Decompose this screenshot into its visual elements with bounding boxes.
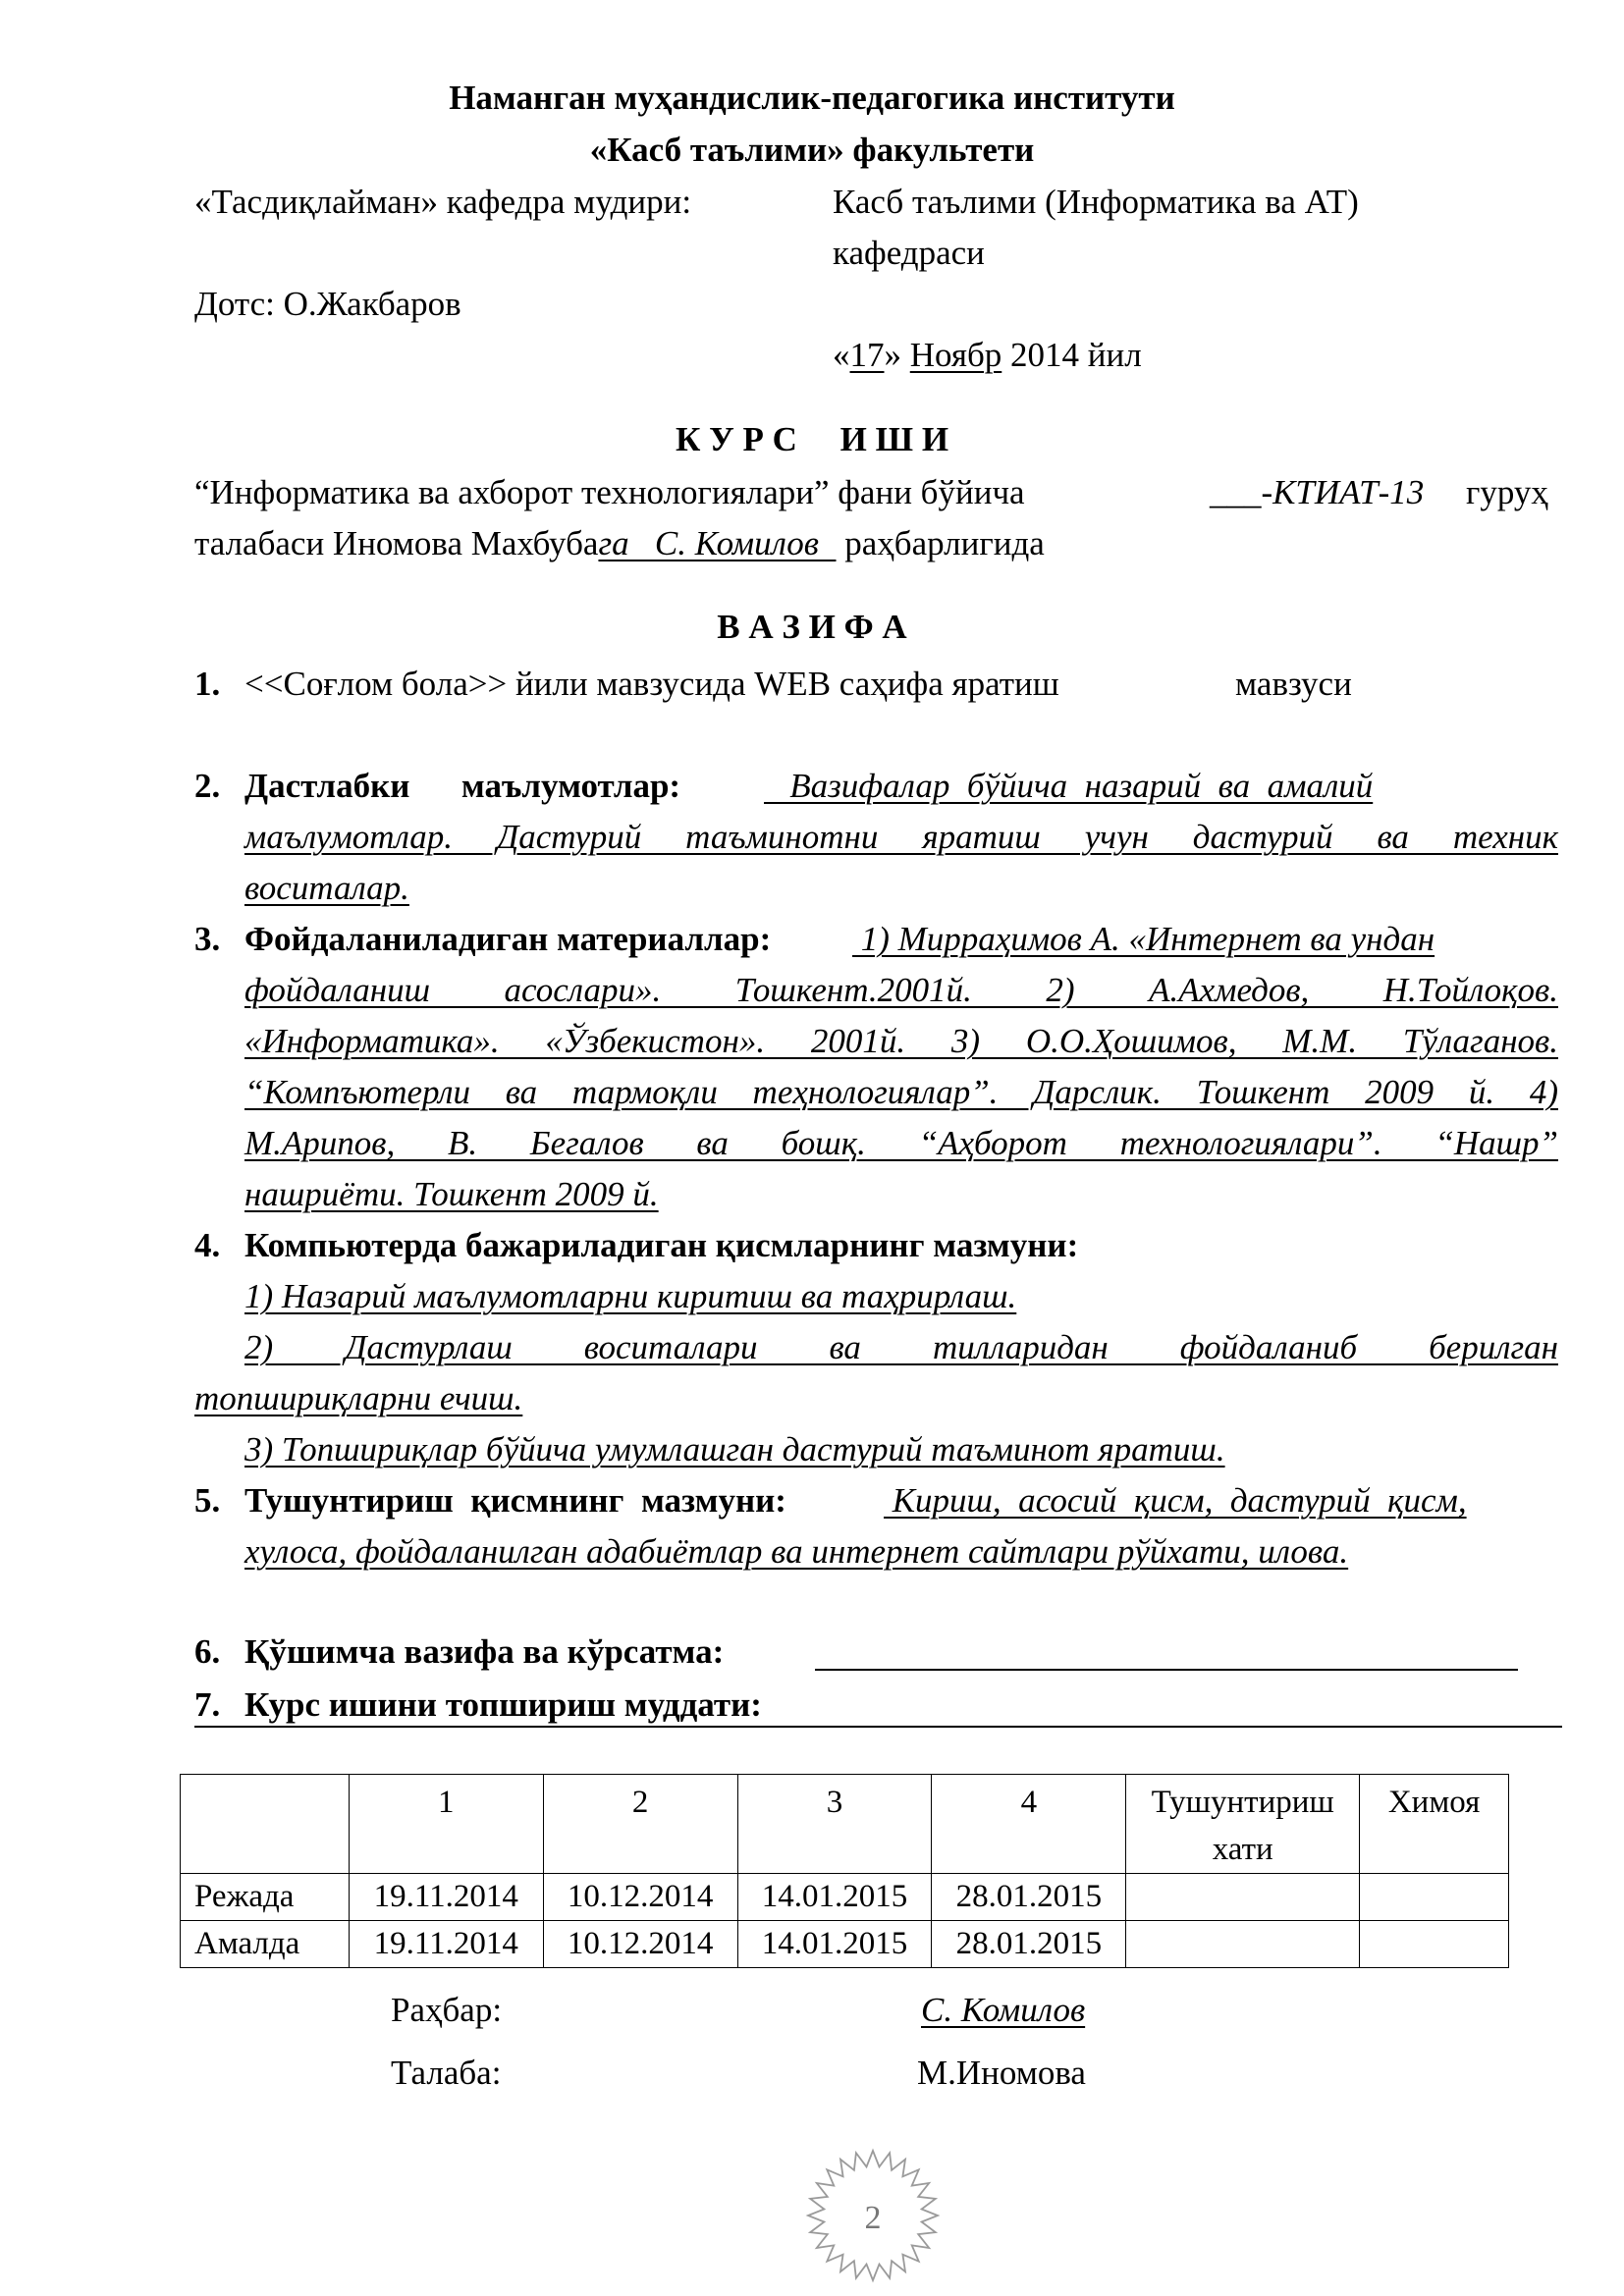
item4-line2: 2) Дастурлаш воситалари ва тилларидан фойдаланиб берилган: [244, 1328, 1558, 1366]
item1-number: 1.: [194, 665, 221, 703]
table-header-row: [181, 1775, 1509, 1874]
item4-label: Компьютерда бажариладиган қисмларнинг мазмуни:: [244, 1226, 1079, 1264]
item3-number: 3.: [194, 920, 221, 958]
table-cell: 19.11.2014: [349, 1921, 543, 1968]
item1-text: <<Соғлом бола>> йили мавзусида WEB саҳифа яратиш: [244, 665, 1059, 703]
table-cell: Амалда: [181, 1921, 350, 1968]
item2-line3: воситалар.: [244, 869, 409, 907]
table-header-cell: [181, 1775, 350, 1874]
item3-line1: 1) Мирраҳимов А. «Интернет ва ундан: [852, 920, 1435, 958]
table-cell: 10.12.2014: [543, 1874, 737, 1921]
page-number: 2: [864, 2200, 882, 2236]
group-code: -КТИАТ-13: [1261, 473, 1425, 511]
department-line2: кафедраси: [833, 234, 985, 272]
item5-line2: хулоса, фойдаланилган адабиётлар ва интернет сайтлари рўйхати, илова.: [244, 1532, 1349, 1571]
table-cell: 28.01.2015: [932, 1921, 1126, 1968]
supervisor-name: С. Комилов: [921, 1991, 1086, 2029]
student-label: Талаба:: [391, 2054, 502, 2092]
date-year: 2014 йил: [1001, 336, 1142, 374]
table-cell: [1360, 1921, 1509, 1968]
table-header-cell: 4: [932, 1775, 1126, 1874]
table-cell: 10.12.2014: [543, 1921, 737, 1968]
item3-line3: «Информатика». «Ўзбекистон». 2001й. 3) О.О.Ҳошимов, М.М. Тўлаганов.: [244, 1022, 1558, 1060]
student-name: М.Иномова: [917, 2054, 1086, 2092]
item3-line5: М.Арипов, В. Бегалов ва бошқ. “Аҳборот технологиялари”. “Нашр”: [244, 1124, 1558, 1162]
table-header-cell: 2: [543, 1775, 737, 1874]
faculty-title: «Касб таълими» факультети: [589, 131, 1035, 169]
item3-line6: нашриёти. Тошкент 2009 й.: [244, 1175, 659, 1213]
table-cell: Режада: [181, 1874, 350, 1921]
table-cell: 28.01.2015: [932, 1874, 1126, 1921]
institute-title: Наманган муҳандислик-педагогика институти: [449, 79, 1175, 117]
approve-label: «Тасдиқлайман» кафедра мудири:: [194, 183, 692, 221]
supervisor-label: Раҳбар:: [391, 1991, 503, 2029]
table-header-cell: Тушунтириш хати: [1126, 1775, 1360, 1874]
department-line1: Касб таълими (Информатика ва АТ): [833, 183, 1359, 221]
item3-line4: “Компъютерли ва тармоқли теҳнологиялар”. Дарслик. Тошкент 2009 й. 4): [244, 1073, 1558, 1111]
item4-line1: 1) Назарий маълумотларни киритиш ва таҳрирлаш.: [244, 1277, 1017, 1315]
page-number-badge: [803, 2146, 943, 2285]
item3-line2: фойдаланиш асослари». Тошкент.2001й. 2) А.Ахмедов, Н.Тойлоқов.: [244, 971, 1558, 1009]
date-month: Ноябр: [909, 336, 1002, 374]
item5-line1: Кириш, асосий қисм, дастурий қисм,: [884, 1481, 1467, 1520]
table-cell: 14.01.2015: [737, 1921, 932, 1968]
intro-line2-end: раҳбарлигида: [836, 524, 1045, 562]
intro-group-word: гуруҳ: [1466, 473, 1548, 511]
item1-tail: мавзуси: [1235, 665, 1352, 703]
table-cell: [1360, 1874, 1509, 1921]
head-name: Дотс: О.Жакбаров: [194, 285, 461, 323]
table-cell: 19.11.2014: [349, 1874, 543, 1921]
table-header-cell: Химоя: [1360, 1775, 1509, 1874]
table-row: [181, 1921, 1509, 1968]
item7-number: 7.: [194, 1685, 221, 1724]
table-cell: [1126, 1874, 1360, 1921]
table-row: [181, 1874, 1509, 1921]
item6-number: 6.: [194, 1632, 221, 1671]
item2-label: Дастлабки маълумотлар:: [244, 767, 681, 805]
group-blank: ___: [1210, 473, 1262, 511]
item4-line4: 3) Топшириқлар бўйича умумлашган дастурий таъминот яратиш.: [244, 1430, 1225, 1468]
intro-group: [1210, 473, 1424, 512]
item2-line2: маълумотлар. Дастурий таъминотни яратиш учун дастурий ва техник: [244, 818, 1558, 856]
item7-fill-line: [194, 1726, 1562, 1728]
item4-line3: топшириқларни ечиш.: [194, 1379, 523, 1417]
task-title: В А З И Ф А: [717, 608, 907, 646]
table-header-cell: 3: [737, 1775, 932, 1874]
item6-label: Қўшимча вазифа ва кўрсатма:: [244, 1632, 725, 1671]
date-open: «: [833, 336, 850, 374]
table-header-cell: 1: [349, 1775, 543, 1874]
approval-date: [833, 336, 1142, 375]
date-day: 17: [849, 336, 885, 374]
table-cell: [1126, 1921, 1360, 1968]
item3-label: Фойдаланиладиган материаллар:: [244, 920, 772, 958]
item2-line1: Вазифалар бўйича назарий ва амалий: [764, 767, 1374, 805]
item7-label: Курс ишини топшириш муддати:: [244, 1685, 762, 1724]
date-mid: »: [884, 336, 910, 374]
supervisor-intro: га С. Комилов: [598, 524, 837, 562]
intro-line1-main: “Информатика ва ахборот технологиялари” фани бўйича: [194, 473, 1025, 511]
schedule-table: [180, 1774, 1509, 1968]
intro-line2: [194, 524, 1045, 563]
item6-fill-line: [815, 1669, 1518, 1671]
item2-number: 2.: [194, 767, 221, 805]
student-name-intro: талабаси Иномова Махбуба: [194, 524, 599, 562]
table-cell: 14.01.2015: [737, 1874, 932, 1921]
document-title: К У Р С И Ш И: [675, 420, 949, 458]
item5-label: Тушунтириш қисмнинг мазмуни:: [244, 1481, 786, 1520]
item5-number: 5.: [194, 1481, 221, 1520]
item4-number: 4.: [194, 1226, 221, 1264]
